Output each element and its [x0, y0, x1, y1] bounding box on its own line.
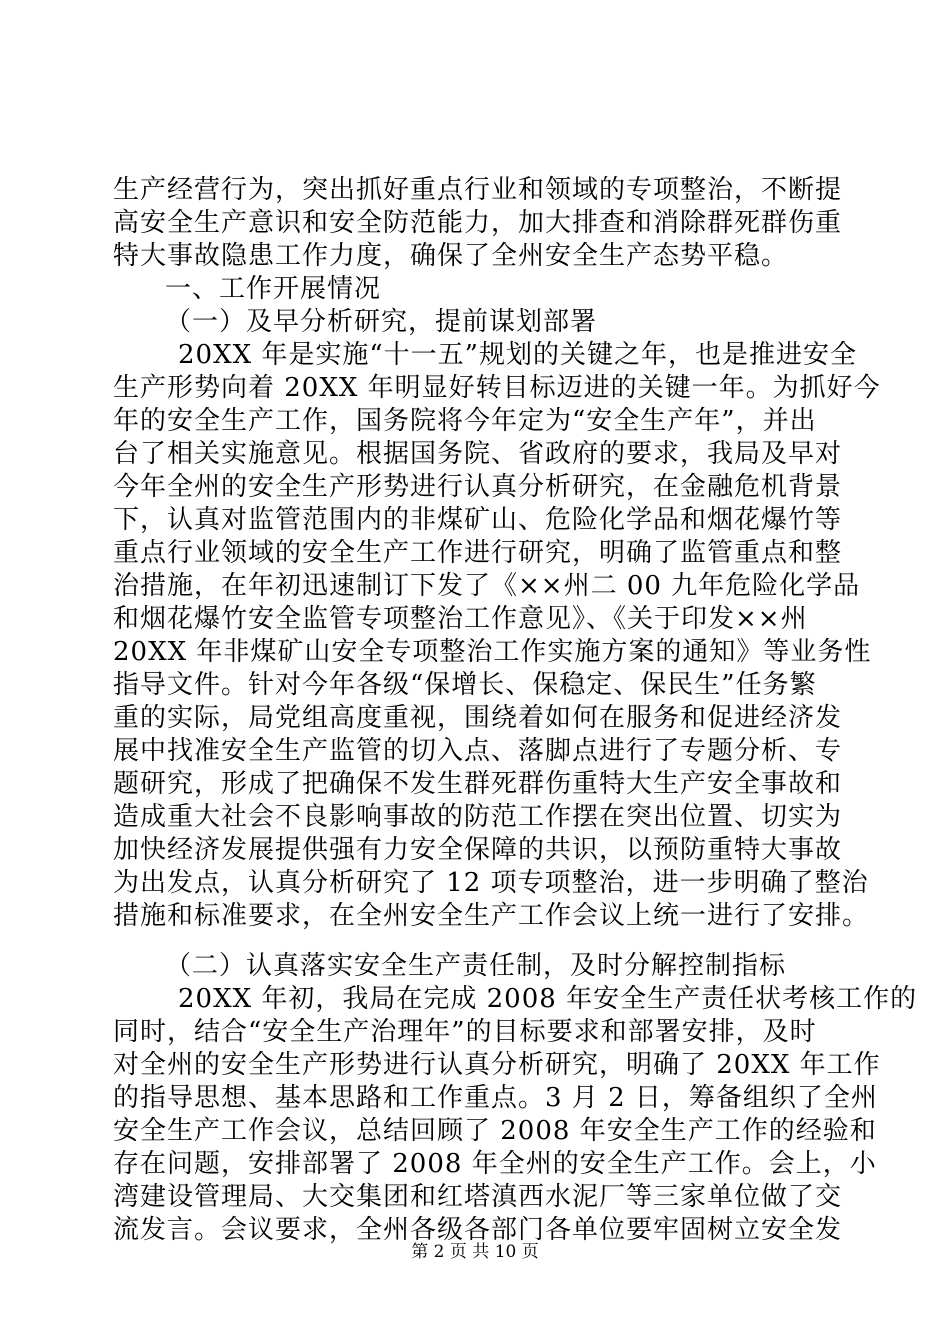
text-line: 重的实际，局党组高度重视，围绕着如何在服务和促进经济发	[113, 703, 843, 733]
text-line: 年的安全生产工作，国务院将今年定为“安全生产年”，并出	[113, 406, 817, 436]
text-line: 生产经营行为，突出抓好重点行业和领域的专项整治，不断提	[113, 175, 843, 205]
text-line: 高安全生产意识和安全防范能力，加大排查和消除群死群伤重	[113, 208, 843, 238]
subsection-heading: （二）认真落实安全生产责任制，及时分解控制指标	[165, 951, 787, 981]
text-line: 同时，结合“安全生产治理年”的目标要求和部署安排，及时	[113, 1017, 817, 1047]
page-number-footer: 第 2 页 共 10 页	[411, 1242, 539, 1262]
subsection-heading: （一）及早分析研究，提前谋划部署	[165, 307, 598, 337]
text-line: 措施和标准要求，在全州安全生产工作会议上统一进行了安排。	[113, 901, 870, 931]
text-line: 湾建设管理局、大交集团和红塔滇西水泥厂等三家单位做了交	[113, 1182, 843, 1212]
text-line: 生产形势向着 20XX 年明显好转目标迈进的关键一年。为抓好今	[113, 373, 881, 403]
text-line: 为出发点，认真分析研究了 12 项专项整治，进一步明确了整治	[113, 868, 869, 898]
text-line: 对全州的安全生产形势进行认真分析研究，明确了 20XX 年工作	[113, 1050, 881, 1080]
text-line: 安全生产工作会议，总结回顾了 2008 年安全生产工作的经验和	[113, 1116, 877, 1146]
text-line: 造成重大社会不良影响事故的防范工作摆在突出位置、切实为	[113, 802, 843, 832]
text-line: 治措施，在年初迅速制订下发了《××州二 00 九年危险化学品	[113, 571, 861, 601]
text-line: 展中找准安全生产监管的切入点、落脚点进行了专题分析、专	[113, 736, 843, 766]
text-line: 和烟花爆竹安全监管专项整治工作意见》、《关于印发××州	[113, 604, 808, 634]
text-line: 加快经济发展提供强有力安全保障的共识，以预防重特大事故	[113, 835, 843, 865]
section-heading: 一、工作开展情况	[165, 274, 382, 304]
text-line: 的指导思想、基本思路和工作重点。3 月 2 日，筹备组织了全州	[113, 1083, 878, 1113]
text-line: 指导文件。针对今年各级“保增长、保稳定、保民生”任务繁	[113, 670, 817, 700]
text-line: 20XX 年非煤矿山安全专项整治工作实施方案的通知》等业务性	[113, 637, 872, 667]
text-line: 台了相关实施意见。根据国务院、省政府的要求，我局及早对	[113, 439, 843, 469]
text-line: 20XX 年初，我局在完成 2008 年安全生产责任状考核工作的	[178, 984, 918, 1014]
text-line: 今年全州的安全生产形势进行认真分析研究，在金融危机背景	[113, 472, 843, 502]
text-line: 题研究，形成了把确保不发生群死群伤重特大生产安全事故和	[113, 769, 843, 799]
text-line: 20XX 年是实施“十一五”规划的关键之年，也是推进安全	[178, 340, 857, 370]
text-line: 下，认真对监管范围内的非煤矿山、危险化学品和烟花爆竹等	[113, 505, 843, 535]
text-line: 重点行业领域的安全生产工作进行研究，明确了监管重点和整	[113, 538, 843, 568]
text-line: 特大事故隐患工作力度，确保了全州安全生产态势平稳。	[113, 241, 789, 271]
text-line: 存在问题，安排部署了 2008 年全州的安全生产工作。会上，小	[113, 1149, 877, 1179]
text-line: 流发言。会议要求，全州各级各部门各单位要牢固树立安全发	[113, 1215, 843, 1245]
